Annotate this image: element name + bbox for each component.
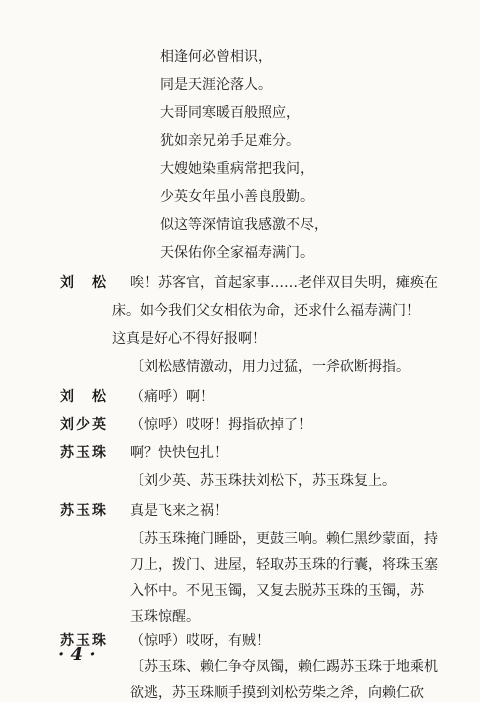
stage-direction: 〔刘少英、苏玉珠扶刘松下，苏玉珠复上。 (130, 473, 396, 489)
stage-direction: 欲逃，苏玉珠顺手摸到刘松劳柴之斧，向赖仁砍 (130, 685, 424, 701)
verse-line: 大嫂她染重病常把我问， (160, 161, 314, 177)
verse-line: 犹如亲兄弟手足难分。 (160, 133, 300, 149)
stage-direction: 〔苏玉珠掩门睡卧，更鼓三响。赖仁黑纱蒙面，持 (130, 531, 438, 547)
verse-line: 大哥同寒暖百般照应， (160, 105, 300, 121)
stage-direction: 玉珠惊醒。 (130, 609, 200, 625)
speaker-name: 苏玉珠 (60, 633, 108, 649)
dialogue-line: 真是飞来之祸！ (130, 503, 228, 519)
speaker-name: 刘少英 (60, 417, 108, 433)
dialogue-line: （惊呼）哎呀，有贼！ (130, 633, 270, 649)
verse-line: 相逢何必曾相识， (160, 49, 272, 65)
stage-direction: 〔刘松感情激动，用力过猛，一斧砍断拇指。 (130, 359, 410, 375)
page-number: · 4 · (58, 644, 96, 665)
dialogue-line: 这真是好心不得好报啊！ (112, 331, 266, 347)
dialogue-line: （痛呼）啊！ (130, 389, 214, 405)
speaker-name: 刘 松 (60, 389, 108, 405)
dialogue-line: 唉！苏客官，首起家事……老伴双目失明，瘫痪在 (130, 275, 438, 291)
verse-line: 少英女年虽小善良殷勤。 (160, 189, 314, 205)
stage-direction: 刀上，拨门、进屋，轻取苏玉珠的行囊，将珠玉塞 (130, 557, 438, 573)
stage-direction: 〔苏玉珠、赖仁争夺凤镯，赖仁踢苏玉珠于地乘机 (130, 659, 438, 675)
dialogue-line: （惊呼）哎呀！拇指砍掉了！ (130, 417, 312, 433)
verse-line: 同是天涯沦落人。 (160, 77, 272, 93)
dialogue-line: 床。如今我们父女相依为命，还求什么福寿满门！ (112, 303, 420, 319)
speaker-name: 苏玉珠 (60, 503, 108, 519)
speaker-name: 苏玉珠 (60, 445, 108, 461)
speaker-name: 刘 松 (60, 275, 108, 291)
verse-line: 似这等深情谊我感激不尽， (160, 217, 328, 233)
stage-direction: 入怀中。不见玉镯，又复去脱苏玉珠的玉镯，苏 (130, 583, 424, 599)
verse-line: 天保佑你全家福寿满门。 (160, 245, 314, 261)
dialogue-line: 啊？快快包扎！ (130, 445, 228, 461)
